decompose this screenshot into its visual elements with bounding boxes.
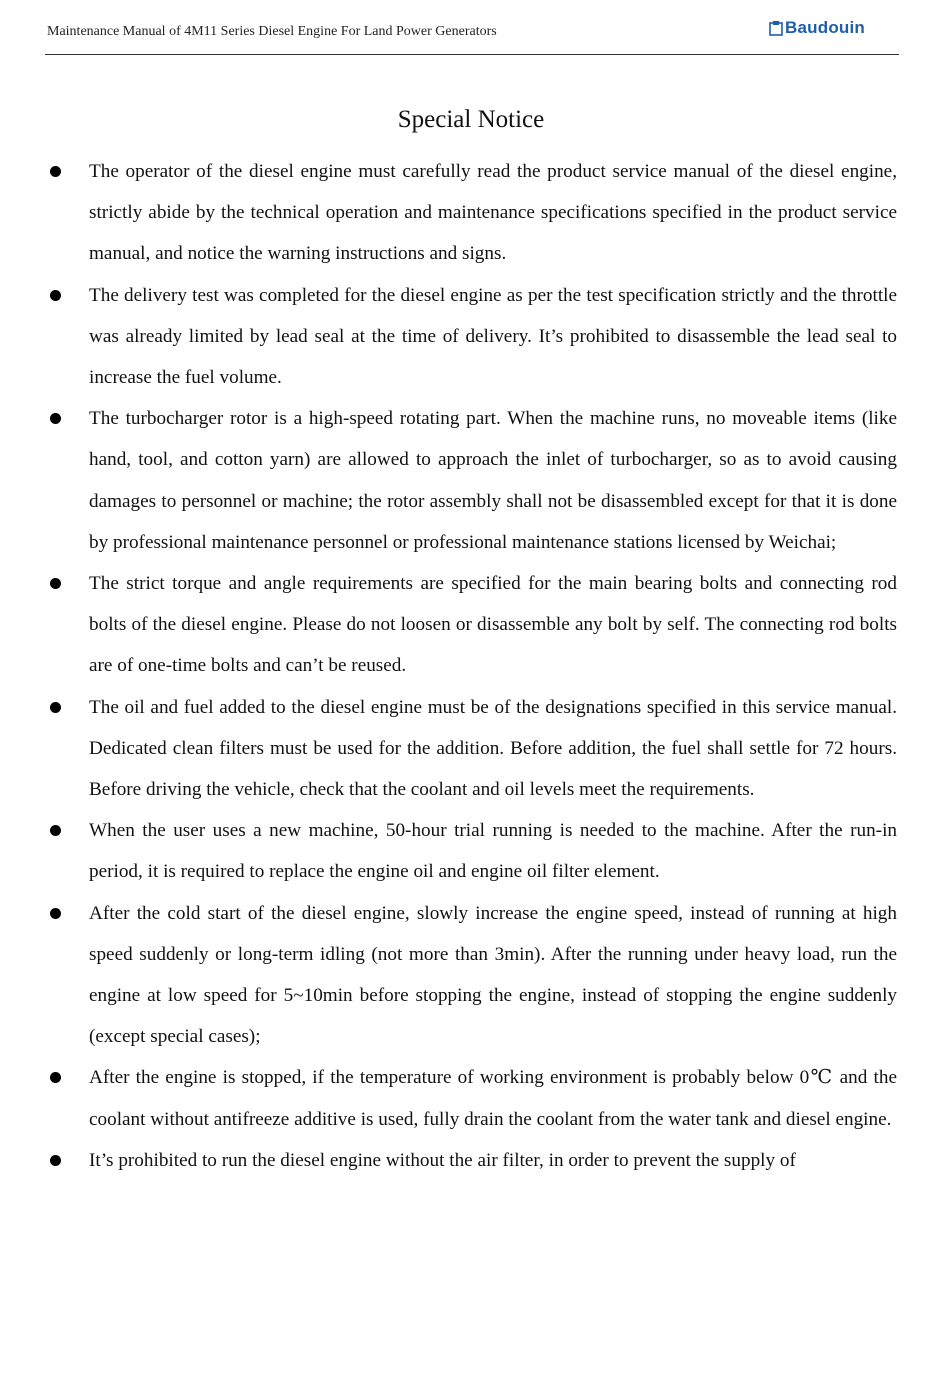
notice-item [0,810,897,892]
bullet-icon [50,1155,61,1166]
bullet-icon [50,578,61,589]
notice-text: When the user uses a new machine, 50-hour trial running is needed to the machine. After the run-in period, it is required to replace the engine oil and engine oil filter element. [89,820,897,883]
bullet-icon [50,413,61,424]
notice-text: After the engine is stopped, if the temperature of working environment is probably below 0℃ and the coolant without antifreeze additive is used, fully drain the coolant from the water tank and diesel engine. [89,1067,897,1130]
notice-text: After the cold start of the diesel engine, slowly increase the engine speed, instead of running at high speed suddenly or long-term idling (not more than 3min). After the running under heavy load, run the engine at low speed for 5~10min before stopping the engine, instead of stopping the engine suddenly (except special cases); [89,902,897,1048]
bullet-icon [50,290,61,301]
bullet-icon [50,166,61,177]
notice-text: The delivery test was completed for the diesel engine as per the test specification strictly and the throttle was already limited by lead seal at the time of delivery. It’s prohibited to disassemble the lead seal to increase the fuel volume. [89,284,897,389]
brand-logo [769,16,865,40]
notice-text: It’s prohibited to run the diesel engine without the air filter, in order to prevent the supply of [89,1149,796,1171]
notice-item [0,275,897,399]
notice-text: The oil and fuel added to the diesel engine must be of the designations specified in this service manual. Dedicated clean filters must be used for the addition. Before addition, the fuel shall settle for 72 hours. Before driving the vehicle, check that the coolant and oil levels meet the requirements. [89,696,897,801]
notice-item [0,1057,897,1139]
notice-item [0,893,897,1058]
notice-list [0,151,950,1181]
notice-item [0,687,897,811]
page-header [45,14,899,55]
notice-text: The operator of the diesel engine must carefully read the product service manual of the diesel engine, strictly abide by the technical operation and maintenance specifications specified in the product service manual, and notice the warning instructions and signs. [89,161,897,265]
notice-text: The strict torque and angle requirements are specified for the main bearing bolts and connecting rod bolts of the diesel engine. Please do not loosen or disassemble any bolt by self. The connecting rod bolts are of one-time bolts and can’t be reused. [89,573,897,677]
bullet-icon [50,908,61,919]
bullet-icon [50,702,61,713]
logo-text: Baudouin [785,18,865,37]
notice-item [0,398,897,563]
notice-text: The turbocharger rotor is a high-speed rotating part. When the machine runs, no moveable items (like hand, tool, and cotton yarn) are allowed to approach the inlet of turbocharger, so as to avoid causing damages to personnel or machine; the rotor assembly shall not be disassembled except for that it is done by professional maintenance personnel or professional maintenance stations licensed by Weichai; [89,408,897,553]
page-title: Special Notice [397,106,545,133]
notice-item [0,563,897,687]
bullet-icon [50,825,61,836]
logo-icon [769,20,783,36]
notice-item [0,151,897,275]
header-title: Maintenance Manual of 4M11 Series Diesel Engine For Land Power Generators [47,24,497,39]
notice-item [0,1140,897,1181]
bullet-icon [50,1072,61,1083]
